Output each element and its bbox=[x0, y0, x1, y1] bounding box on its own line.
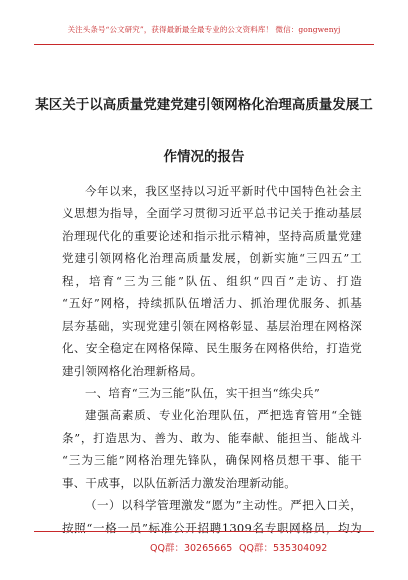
body-line: 层夯基础，实现党建引领在网格彰显、基层治理在网格深 bbox=[62, 318, 362, 333]
body-line: 义思想为指导，全面学习贯彻习近平总书记关于推动基层 bbox=[62, 206, 362, 221]
body-line: 化、安全稳定在网格保障、民生服务在网格供给，打造党 bbox=[62, 341, 362, 356]
document-title-line-1: 某区关于以高质量党建党建引领网格化治理高质量发展工 bbox=[35, 97, 373, 113]
body-line: “五好”网格，持续抓队伍增活力、抓治理优服务、抓基 bbox=[62, 296, 362, 311]
body-line: 条”，打造思为、善为、敢为、能奉献、能担当、能战斗 bbox=[62, 430, 362, 445]
body-line: “三为三能”网格治理先锋队，确保网格员想干事、能干 bbox=[62, 453, 362, 468]
header-banner: 关注头条号“公文研究”，获得最新最全最专业的公文资料库！ 微信：gongwenyj bbox=[67, 25, 341, 34]
footer-qq-group-2: QQ群：535304092 bbox=[239, 543, 328, 554]
header-divider bbox=[34, 44, 374, 45]
body-line: 程，培育“三为三能”队伍、组织“四百”走访、打造 bbox=[62, 273, 362, 288]
footer-divider bbox=[34, 531, 374, 532]
body-line: 按照“一格一员”标准公开招聘1309名专职网格员，均为 bbox=[62, 520, 362, 535]
body-line: 治理现代化的重要论述和指示批示精神，坚持高质量党建 bbox=[62, 228, 362, 243]
body-line: 事、干成事，以队伍新活力激发治理新动能。 bbox=[62, 475, 296, 490]
body-line: 今年以来，我区坚持以习近平新时代中国特色社会主 bbox=[85, 184, 362, 198]
body-line: 党建引领网格化治理高质量发展，创新实施“三四五”工 bbox=[62, 251, 362, 266]
section-heading: 一、培育“三为三能”队伍，实干担当“练尖兵” bbox=[85, 385, 320, 400]
footer-qq-group-1: QQ群：30265665 bbox=[150, 543, 233, 554]
body-line: （一）以科学管理激发“愿为”主动性。严把入口关， bbox=[85, 498, 362, 513]
body-line: 建强高素质、专业化治理队伍，严把选育管用“全链 bbox=[85, 408, 362, 423]
document-title-line-2: 作情况的报告 bbox=[163, 149, 245, 165]
document-body bbox=[62, 180, 362, 539]
body-line: 建引领网格化治理新格局。 bbox=[62, 363, 203, 378]
